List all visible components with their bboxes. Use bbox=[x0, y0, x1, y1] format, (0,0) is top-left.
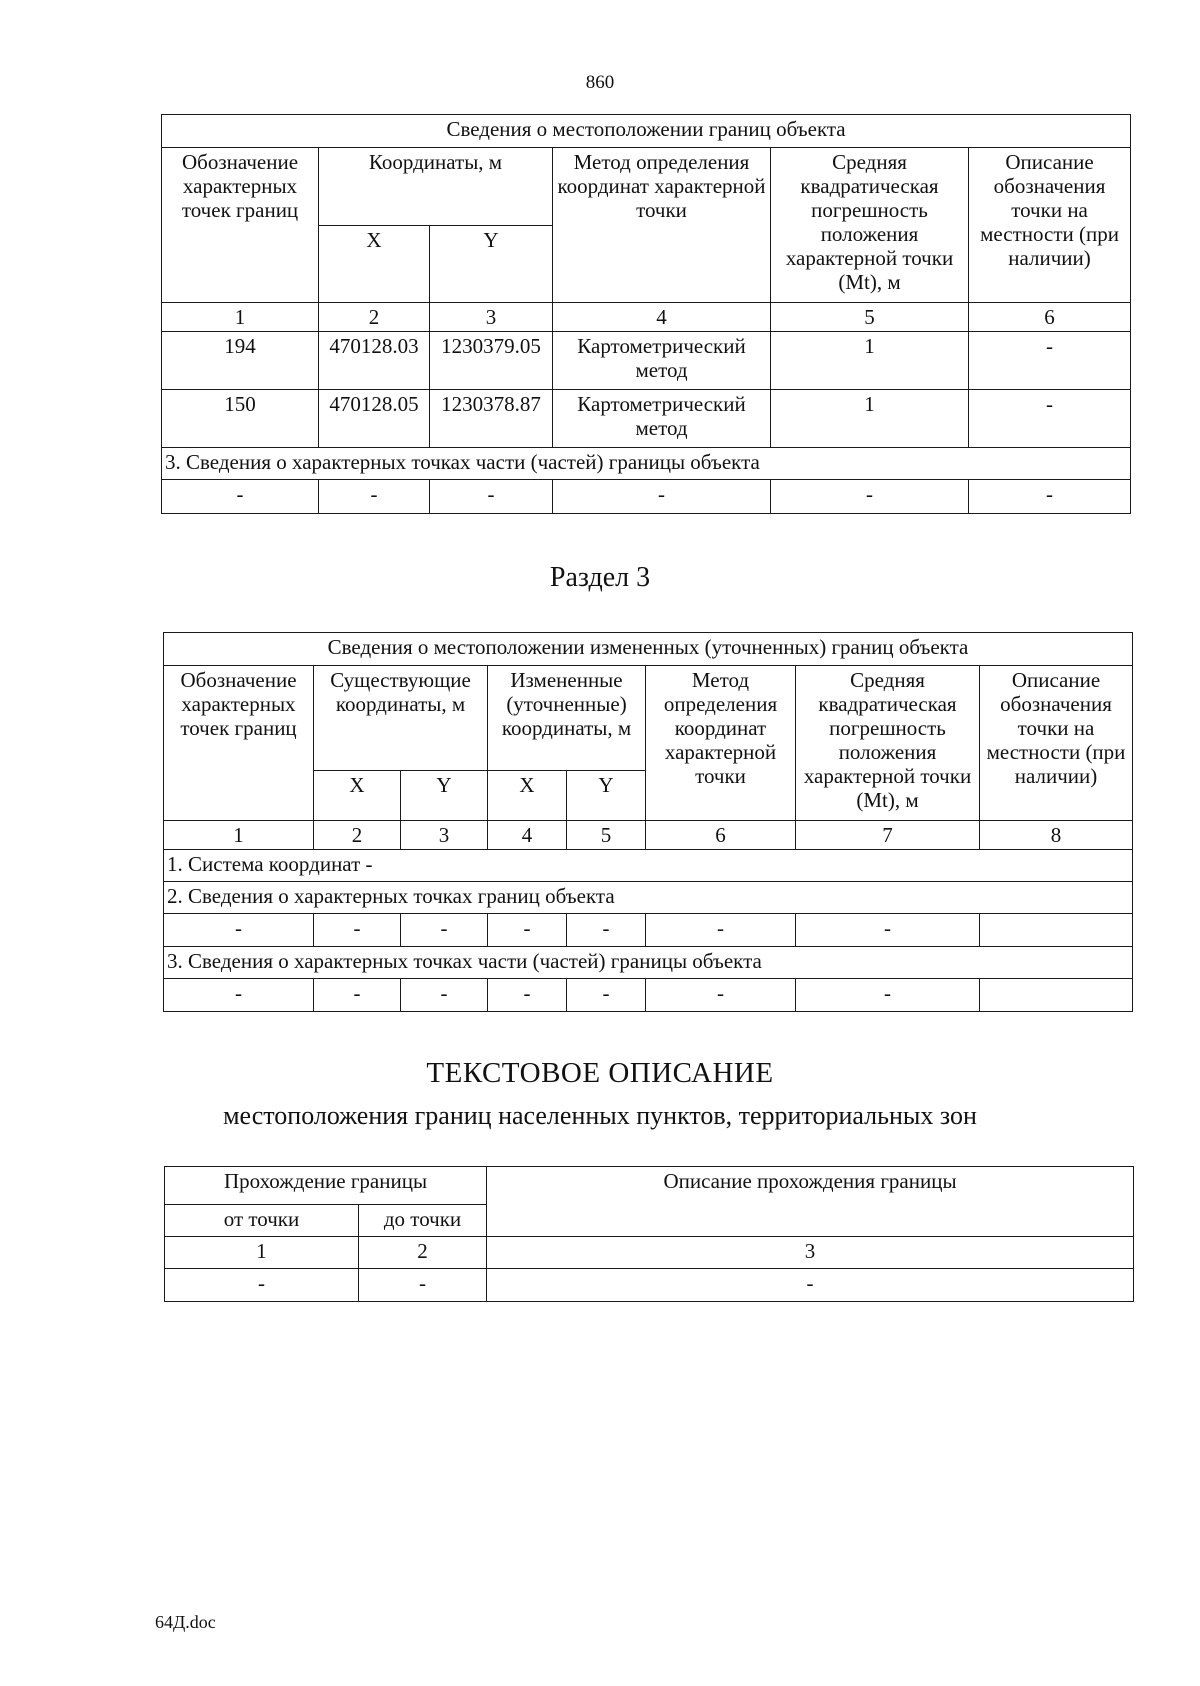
description-value: - bbox=[969, 332, 1131, 390]
table-title: Сведения о местоположении границ объекта bbox=[162, 115, 1131, 148]
coord-x: 470128.05 bbox=[319, 390, 430, 448]
column-number: 1 bbox=[164, 821, 314, 850]
empty-value: - bbox=[165, 1269, 359, 1302]
header-from-point: от точки bbox=[165, 1205, 359, 1237]
method: Картометрический метод bbox=[553, 390, 771, 448]
method: Картометрический метод bbox=[553, 332, 771, 390]
section-heading: Раздел 3 bbox=[549, 562, 651, 593]
empty-value: - bbox=[796, 979, 980, 1012]
changed-boundary-table bbox=[163, 632, 1133, 1012]
header-designation: Обозначение характерных точек границ bbox=[162, 148, 319, 303]
header-to-point: до точки bbox=[359, 1205, 487, 1237]
description-value: - bbox=[969, 390, 1131, 448]
empty-value: - bbox=[401, 979, 488, 1012]
header-x: X bbox=[319, 225, 430, 303]
empty-value: - bbox=[487, 1269, 1134, 1302]
error-value: 1 bbox=[771, 332, 969, 390]
footer-filename: 64Д.doc bbox=[155, 1612, 216, 1632]
header-changed-coordinates: Измененные (уточненные) координаты, м bbox=[488, 666, 646, 771]
empty-value bbox=[980, 979, 1133, 1012]
header-existing-coordinates: Существующие координаты, м bbox=[314, 666, 488, 771]
header-x: X bbox=[314, 771, 401, 821]
column-number: 3 bbox=[401, 821, 488, 850]
coord-x: 470128.03 bbox=[319, 332, 430, 390]
header-coordinates: Координаты, м bbox=[319, 148, 553, 226]
empty-value: - bbox=[359, 1269, 487, 1302]
empty-value: - bbox=[164, 914, 314, 947]
header-passage: Прохождение границы bbox=[165, 1167, 487, 1205]
empty-value: - bbox=[314, 914, 401, 947]
column-number: 1 bbox=[165, 1237, 359, 1269]
empty-value: - bbox=[164, 979, 314, 1012]
part-heading: 3. Сведения о характерных точках части (частей) границы объекта bbox=[162, 448, 1131, 480]
coord-y: 1230378.87 bbox=[430, 390, 553, 448]
empty-value: - bbox=[646, 914, 796, 947]
empty-value: - bbox=[567, 979, 646, 1012]
header-y: Y bbox=[430, 225, 553, 303]
empty-value: - bbox=[488, 979, 567, 1012]
empty-value: - bbox=[969, 480, 1131, 514]
page-number: 860 bbox=[585, 72, 615, 93]
text-description-title: ТЕКСТОВОЕ ОПИСАНИЕ bbox=[426, 1057, 774, 1089]
point-id: 194 bbox=[162, 332, 319, 390]
header-description: Описание обозначения точки на местности (при наличии) bbox=[980, 666, 1133, 821]
column-number: 1 bbox=[162, 303, 319, 332]
table-row bbox=[164, 979, 1133, 1012]
column-number: 8 bbox=[980, 821, 1133, 850]
empty-value: - bbox=[430, 480, 553, 514]
boundary-location-table bbox=[161, 114, 1131, 514]
empty-value: - bbox=[314, 979, 401, 1012]
column-number: 2 bbox=[314, 821, 401, 850]
header-method: Метод определения координат характерной точки bbox=[646, 666, 796, 821]
boundary-passage-table bbox=[164, 1166, 1134, 1302]
table-row bbox=[164, 914, 1133, 947]
column-numbers-row bbox=[165, 1237, 1134, 1269]
column-number: 6 bbox=[646, 821, 796, 850]
text-description-subtitle: местоположения границ населенных пунктов, территориальных зон bbox=[223, 1101, 977, 1130]
empty-value bbox=[980, 914, 1133, 947]
empty-value: - bbox=[771, 480, 969, 514]
column-numbers-row bbox=[162, 303, 1131, 332]
coord-y: 1230379.05 bbox=[430, 332, 553, 390]
column-number: 2 bbox=[359, 1237, 487, 1269]
empty-value: - bbox=[319, 480, 430, 514]
table-row bbox=[162, 480, 1131, 514]
column-number: 4 bbox=[488, 821, 567, 850]
column-number: 5 bbox=[771, 303, 969, 332]
header-y: Y bbox=[401, 771, 488, 821]
column-number: 3 bbox=[430, 303, 553, 332]
part-heading: 3. Сведения о характерных точках части (частей) границы объекта bbox=[164, 947, 1133, 979]
empty-value: - bbox=[401, 914, 488, 947]
column-number: 4 bbox=[553, 303, 771, 332]
empty-value: - bbox=[796, 914, 980, 947]
column-numbers-row bbox=[164, 821, 1133, 850]
empty-value: - bbox=[553, 480, 771, 514]
point-id: 150 bbox=[162, 390, 319, 448]
empty-value: - bbox=[567, 914, 646, 947]
column-number: 5 bbox=[567, 821, 646, 850]
table-row bbox=[162, 332, 1131, 390]
header-method: Метод определения координат характерной точки bbox=[553, 148, 771, 303]
column-number: 2 bbox=[319, 303, 430, 332]
coord-system-row: 1. Система координат - bbox=[164, 850, 1133, 882]
error-value: 1 bbox=[771, 390, 969, 448]
empty-value: - bbox=[162, 480, 319, 514]
empty-value: - bbox=[646, 979, 796, 1012]
points-heading: 2. Сведения о характерных точках границ объекта bbox=[164, 882, 1133, 914]
header-description: Описание обозначения точки на местности (при наличии) bbox=[969, 148, 1131, 303]
table-row bbox=[165, 1269, 1134, 1302]
table-title: Сведения о местоположении измененных (уточненных) границ объекта bbox=[164, 633, 1133, 666]
header-error: Средняя квадратическая погрешность положения характерной точки (Mt), м bbox=[771, 148, 969, 303]
column-number: 3 bbox=[487, 1237, 1134, 1269]
column-number: 6 bbox=[969, 303, 1131, 332]
empty-value: - bbox=[488, 914, 567, 947]
header-y: Y bbox=[567, 771, 646, 821]
column-number: 7 bbox=[796, 821, 980, 850]
header-passage-description: Описание прохождения границы bbox=[487, 1167, 1134, 1237]
header-x: X bbox=[488, 771, 567, 821]
header-designation: Обозначение характерных точек границ bbox=[164, 666, 314, 821]
table-row bbox=[162, 390, 1131, 448]
header-error: Средняя квадратическая погрешность положения характерной точки (Mt), м bbox=[796, 666, 980, 821]
